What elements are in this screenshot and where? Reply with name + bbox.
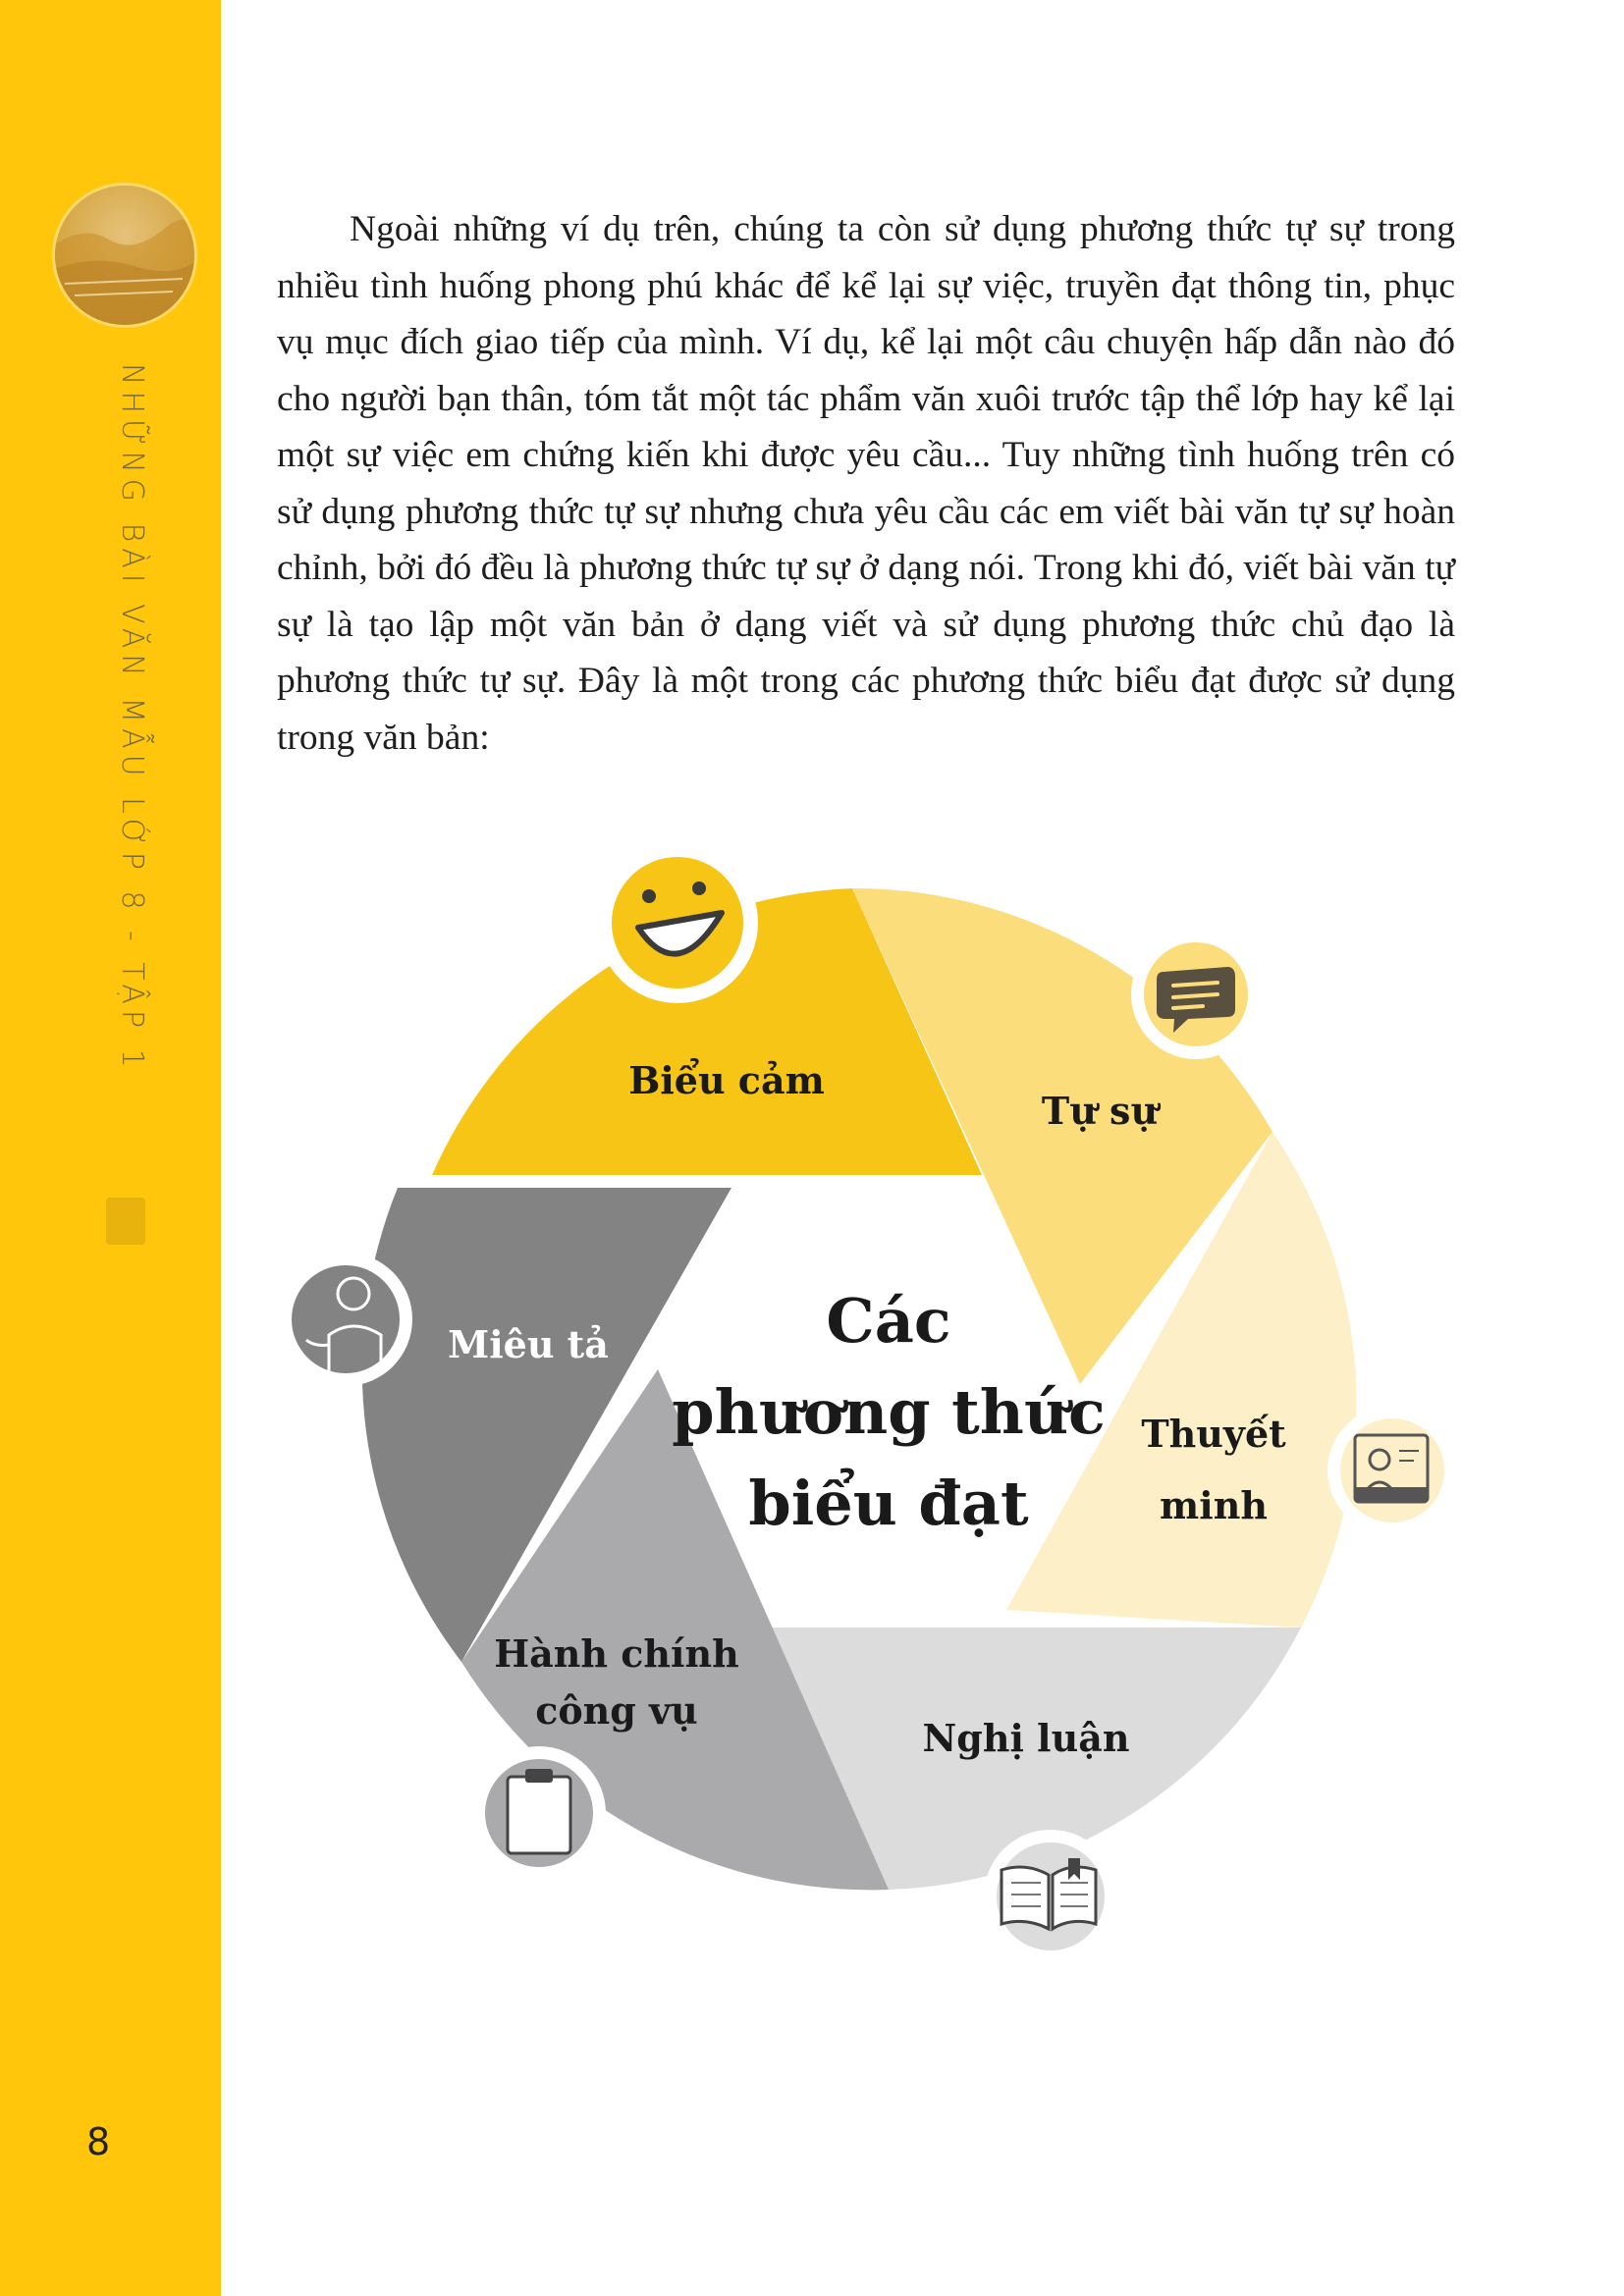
body-paragraph: Ngoài những ví dụ trên, chúng ta còn sử dụng phương thức tự sự trong nhiều tình huống phong phú khác để kể lại sự việc, truyền đạt thông tin, phục vụ mục đích giao tiếp của mình. Ví dụ, kể lại một câu chuyện hấp dẫn nào đó cho người bạn thân, tóm tắt một tác phẩm văn xuôi trước tập thể lớp hay kể lại một sự việc em chứng kiến khi được yêu cầu... Tuy những tình huống trên có sử dụng phương thức tự sự nhưng chưa yêu cầu các em viết bài văn tự sự hoàn chỉnh, bởi đó đều là phương thức tự sự ở dạng nói. Trong khi đó, viết bài văn tự sự là tạo lập một văn bản ở dạng viết và sử dụng phương thức chủ đạo là phương thức tự sự. Đây là một trong các phương thức biểu đạt được sử dụng trong văn bản: (277, 209, 1455, 758)
label-hanh-chinh-1: Hành chính (494, 1631, 739, 1676)
page-number: 8 (86, 2120, 111, 2163)
center-title-line-2: phương thức (672, 1376, 1106, 1448)
label-bieu-cam: Biểu cảm (628, 1058, 825, 1102)
speech-bubble-icon (1131, 930, 1261, 1059)
label-hanh-chinh-2: công vụ (535, 1688, 698, 1733)
center-title-line-1: Các (826, 1285, 951, 1357)
open-book-icon (984, 1830, 1117, 1963)
person-portrait-icon (279, 1253, 412, 1386)
label-thuyet-minh-2: minh (1160, 1483, 1268, 1527)
smiley-icon (597, 842, 758, 1003)
label-thuyet-minh-1: Thuyết (1141, 1412, 1286, 1456)
clipboard-icon (472, 1746, 606, 1880)
label-nghi-luan: Nghị luận (922, 1716, 1130, 1760)
label-mieu-ta: Miêu tả (448, 1322, 609, 1366)
book-title-vertical: NHỮNG BÀI VĂN MẪU LỚP 8 - TẬP 1 (115, 363, 149, 1074)
label-tu-su: Tự sự (1041, 1089, 1159, 1133)
center-title-line-3: biểu đạt (748, 1468, 1029, 1539)
presentation-screen-icon (1327, 1406, 1457, 1535)
